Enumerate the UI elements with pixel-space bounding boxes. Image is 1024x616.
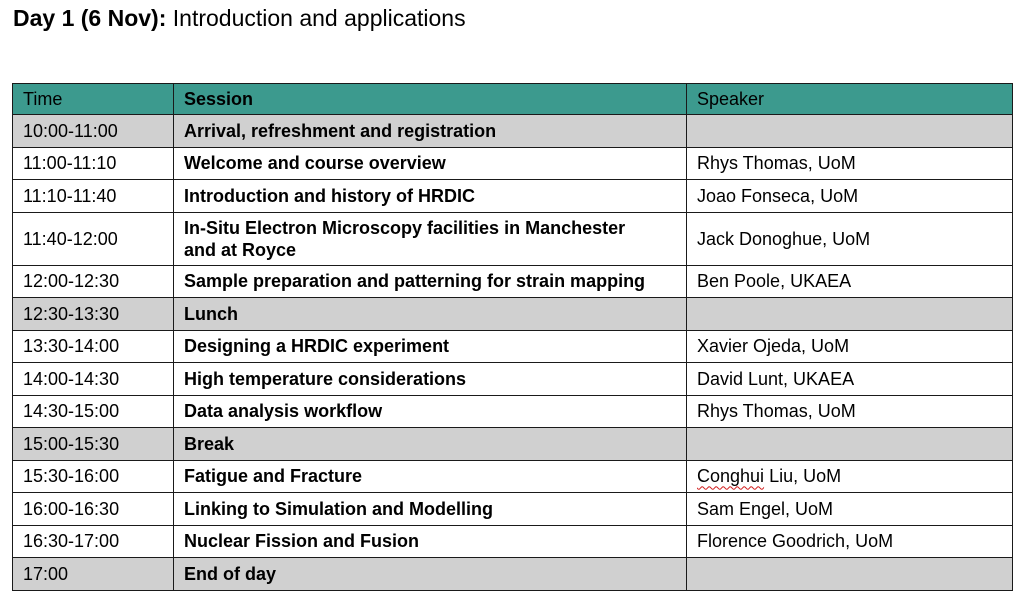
table-row xyxy=(13,212,1013,265)
table-row xyxy=(13,363,1013,396)
table-row xyxy=(13,147,1013,180)
row-time: 16:00-16:30 xyxy=(13,493,174,526)
row-time: 12:00-12:30 xyxy=(13,265,174,298)
row-speaker xyxy=(687,428,1013,461)
row-time: 10:00-11:00 xyxy=(13,115,174,148)
schedule-table xyxy=(12,83,1013,591)
row-speaker: Xavier Ojeda, UoM xyxy=(687,330,1013,363)
row-session: Lunch xyxy=(174,298,687,331)
row-time: 15:00-15:30 xyxy=(13,428,174,461)
row-session: Arrival, refreshment and registration xyxy=(174,115,687,148)
column-header-session: Session xyxy=(174,84,687,115)
row-session: End of day xyxy=(174,558,687,591)
table-row xyxy=(13,330,1013,363)
row-speaker xyxy=(687,115,1013,148)
table-row xyxy=(13,180,1013,213)
row-time: 17:00 xyxy=(13,558,174,591)
row-time: 11:00-11:10 xyxy=(13,147,174,180)
table-row xyxy=(13,558,1013,591)
row-session xyxy=(174,212,687,265)
heading-day-label: Day 1 (6 Nov): xyxy=(13,5,167,31)
row-time: 14:30-15:00 xyxy=(13,395,174,428)
row-speaker: Sam Engel, UoM xyxy=(687,493,1013,526)
speaker-rest: Liu, UoM xyxy=(764,466,842,487)
row-session-line: and at Royce xyxy=(184,239,297,260)
row-time: 16:30-17:00 xyxy=(13,525,174,558)
column-header-speaker: Speaker xyxy=(687,84,1013,115)
table-row xyxy=(13,298,1013,331)
row-session: Break xyxy=(174,428,687,461)
row-speaker xyxy=(687,298,1013,331)
row-session: Linking to Simulation and Modelling xyxy=(174,493,687,526)
row-time: 14:00-14:30 xyxy=(13,363,174,396)
row-speaker: Rhys Thomas, UoM xyxy=(687,147,1013,180)
table-row xyxy=(13,493,1013,526)
table-header-row xyxy=(13,84,1013,115)
table-row xyxy=(13,395,1013,428)
row-session-line: In-Situ Electron Microscopy facilities in Manchester xyxy=(184,217,626,238)
row-session: Welcome and course overview xyxy=(174,147,687,180)
row-session: Sample preparation and patterning for strain mapping xyxy=(174,265,687,298)
row-time: 12:30-13:30 xyxy=(13,298,174,331)
row-session: Nuclear Fission and Fusion xyxy=(174,525,687,558)
row-speaker xyxy=(687,460,1013,493)
row-time: 15:30-16:00 xyxy=(13,460,174,493)
row-session: High temperature considerations xyxy=(174,363,687,396)
row-time: 11:10-11:40 xyxy=(13,180,174,213)
row-speaker: Rhys Thomas, UoM xyxy=(687,395,1013,428)
row-speaker: Ben Poole, UKAEA xyxy=(687,265,1013,298)
heading-title: Introduction and applications xyxy=(166,5,466,31)
row-speaker: Jack Donoghue, UoM xyxy=(687,212,1013,265)
column-header-time: Time xyxy=(13,84,174,115)
row-speaker: Joao Fonseca, UoM xyxy=(687,180,1013,213)
speaker-first-name: Conghui xyxy=(697,466,765,487)
table-row xyxy=(13,460,1013,493)
row-session: Fatigue and Fracture xyxy=(174,460,687,493)
table-row xyxy=(13,265,1013,298)
row-speaker xyxy=(687,558,1013,591)
row-time: 13:30-14:00 xyxy=(13,330,174,363)
row-speaker: Florence Goodrich, UoM xyxy=(687,525,1013,558)
row-time: 11:40-12:00 xyxy=(13,212,174,265)
table-row xyxy=(13,115,1013,148)
table-row xyxy=(13,525,1013,558)
table-row xyxy=(13,428,1013,461)
page-heading xyxy=(13,4,466,32)
row-speaker: David Lunt, UKAEA xyxy=(687,363,1013,396)
row-session: Designing a HRDIC experiment xyxy=(174,330,687,363)
row-session: Introduction and history of HRDIC xyxy=(174,180,687,213)
row-session: Data analysis workflow xyxy=(174,395,687,428)
